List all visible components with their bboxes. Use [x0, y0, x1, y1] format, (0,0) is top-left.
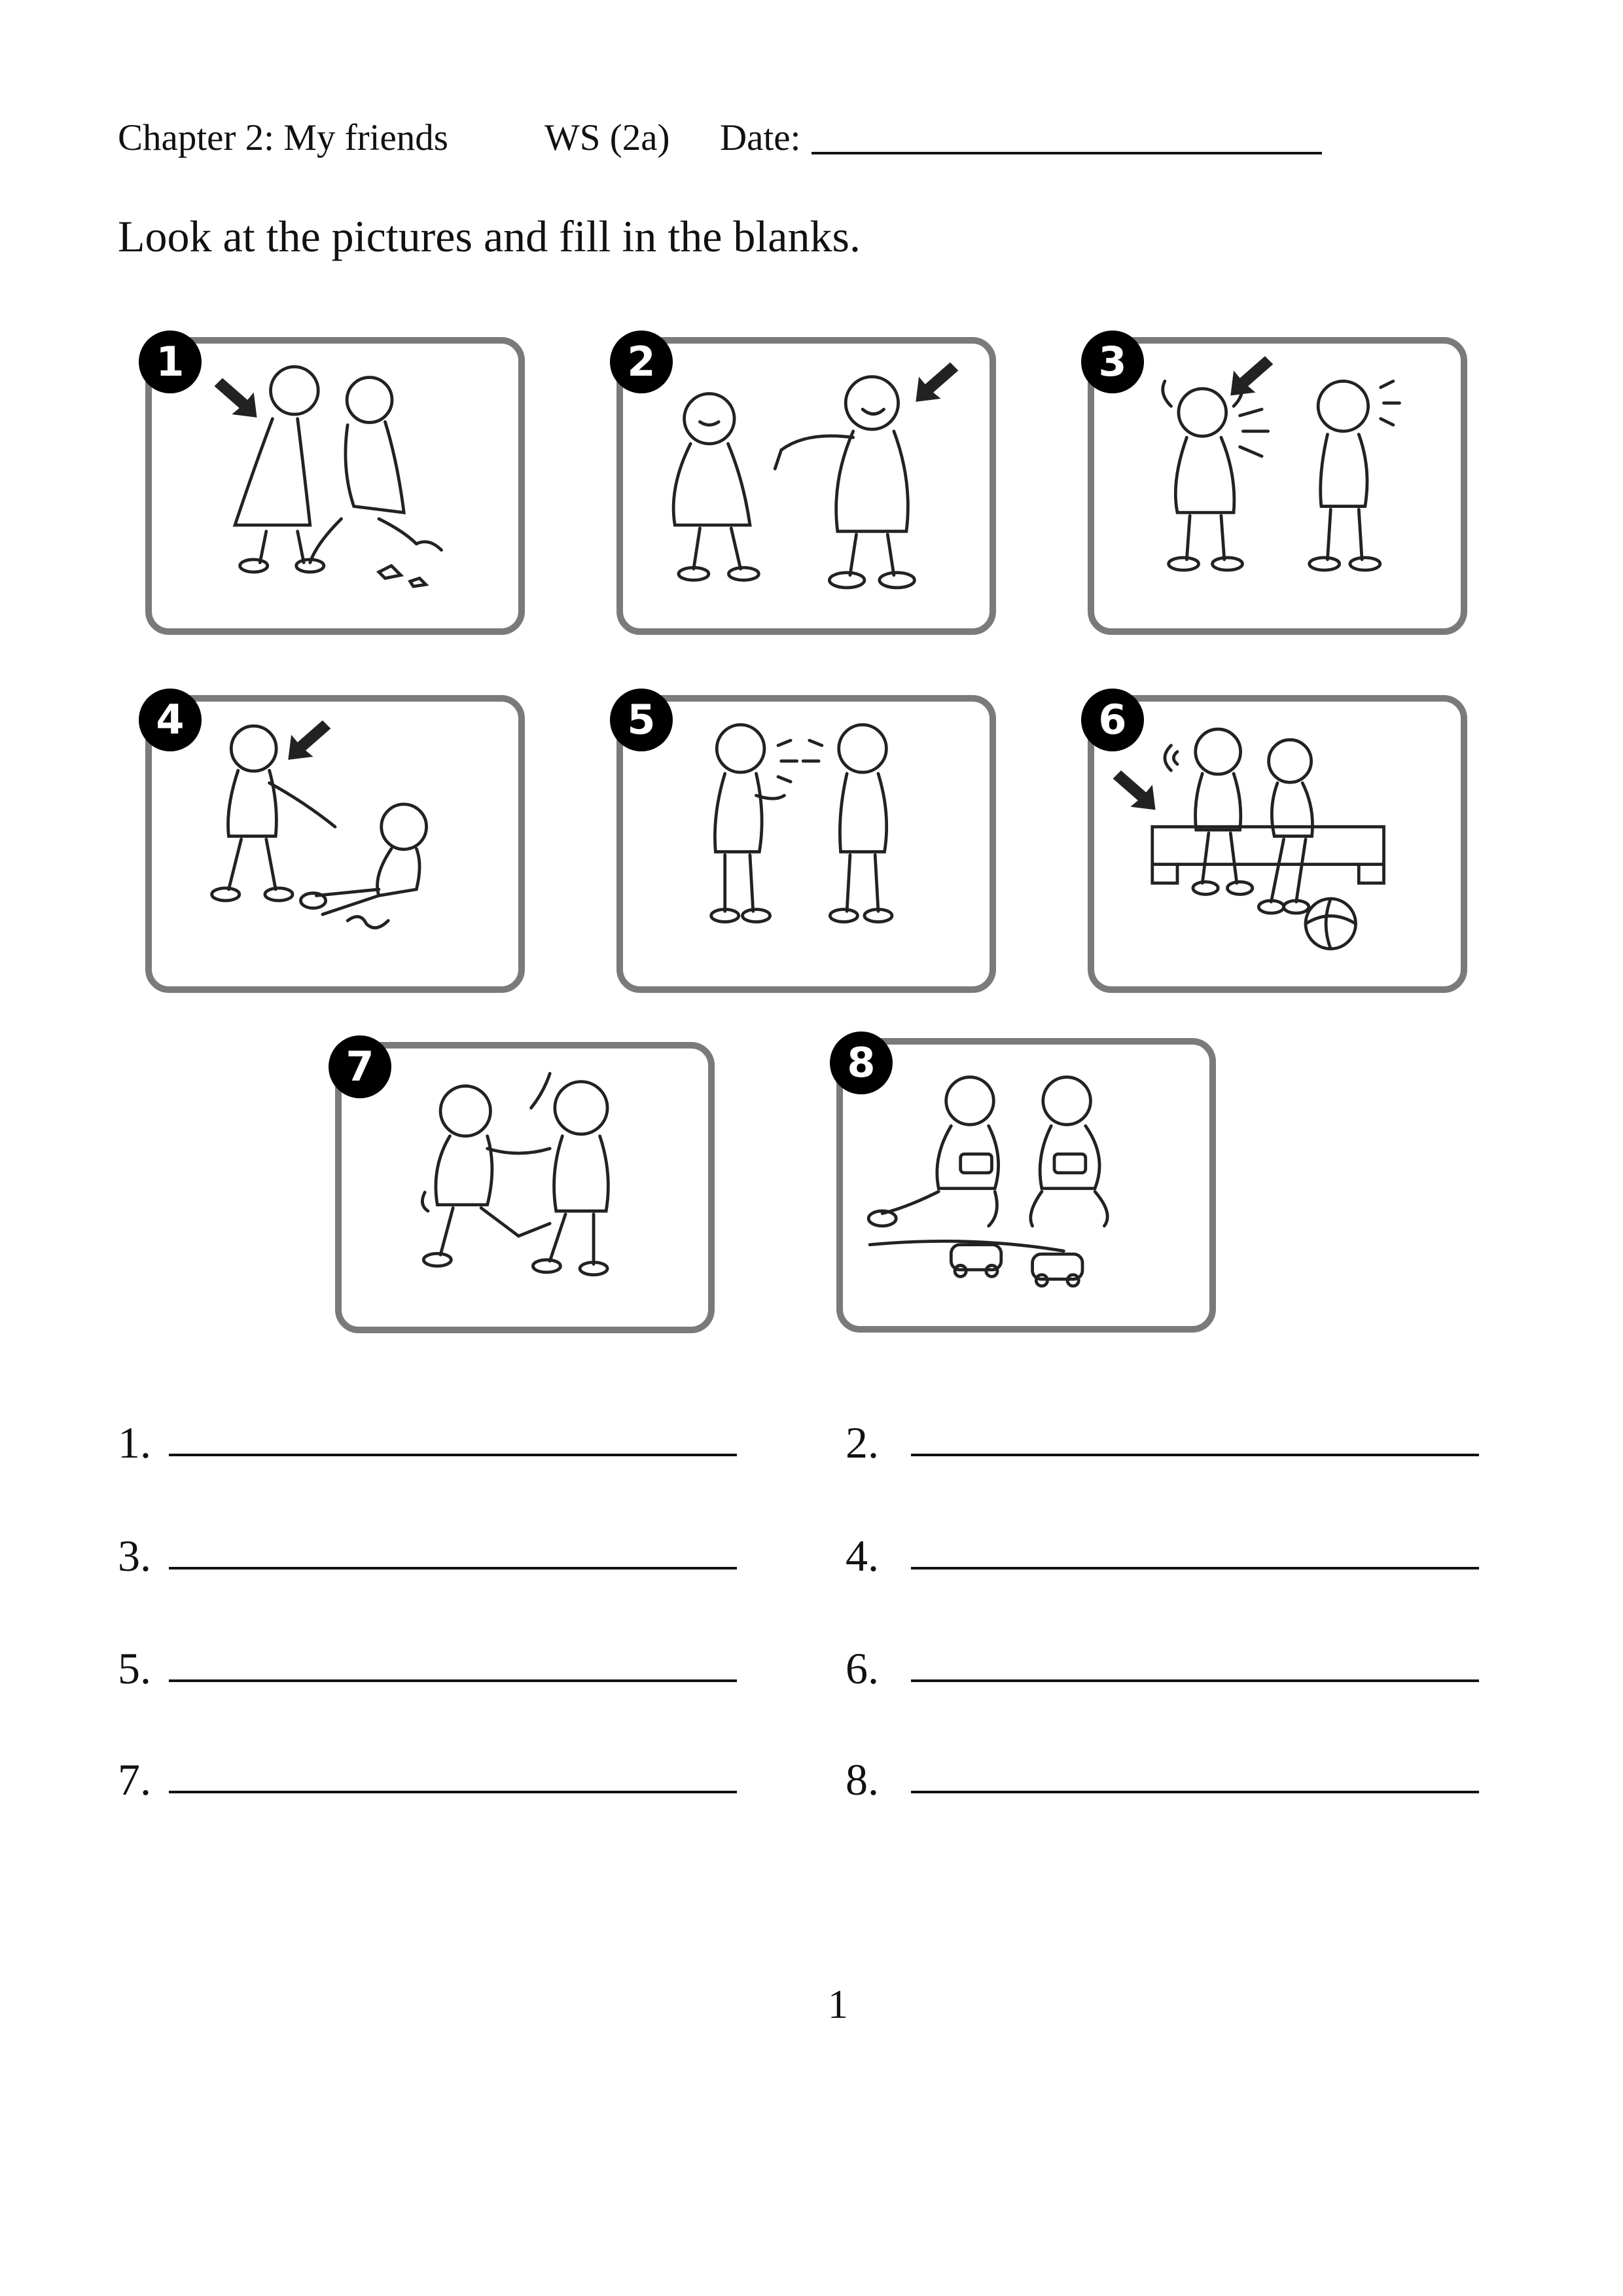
two-boys-fighting-illustration — [342, 1049, 708, 1327]
picture-card-6 — [1088, 695, 1467, 993]
picture-number-badge: 4 — [139, 689, 202, 751]
picture-number-badge: 2 — [610, 331, 673, 393]
picture-number-badge: 5 — [610, 689, 673, 751]
answer-blank[interactable] — [169, 1791, 737, 1793]
picture-card-8 — [836, 1038, 1216, 1333]
answer-label: 8. — [846, 1755, 879, 1804]
answer-blank[interactable] — [169, 1567, 737, 1570]
picture-card-1 — [145, 337, 525, 635]
page-number: 1 — [828, 1982, 848, 2027]
answer-blank[interactable] — [911, 1454, 1479, 1456]
answer-blank[interactable] — [169, 1454, 737, 1456]
answer-label: 5. — [118, 1643, 151, 1693]
picture-number-badge: 8 — [830, 1031, 893, 1094]
worksheet-code: WS (2a) — [544, 117, 670, 158]
answer-label: 4. — [846, 1531, 879, 1581]
picture-number-badge: 1 — [139, 331, 202, 393]
date-blank[interactable] — [812, 113, 1322, 154]
two-boys-talking-illustration — [623, 702, 990, 986]
answer-label: 1. — [118, 1418, 151, 1467]
two-boys-playing-toy-cars-illustration — [843, 1045, 1209, 1326]
picture-card-7 — [335, 1042, 715, 1333]
boy-laughing-at-fallen-boy-illustration — [152, 702, 518, 986]
boy-laughing-at-crying-girl-illustration — [623, 344, 990, 628]
answer-label: 7. — [118, 1755, 151, 1804]
picture-number-badge: 6 — [1081, 689, 1144, 751]
girl-shouting-at-friend-illustration — [1094, 344, 1461, 628]
picture-card-3 — [1088, 337, 1467, 635]
picture-number-badge: 7 — [329, 1035, 391, 1098]
picture-number-badge: 3 — [1081, 331, 1144, 393]
answer-label: 3. — [118, 1531, 151, 1581]
chapter-title: Chapter 2: My friends — [118, 117, 448, 158]
answer-blank[interactable] — [911, 1567, 1479, 1570]
two-children-sitting-on-bench-illustration — [1094, 702, 1461, 986]
friends-helping-fallen-boy-illustration — [152, 344, 518, 628]
picture-card-5 — [616, 695, 996, 993]
answer-blank[interactable] — [169, 1679, 737, 1682]
picture-card-4 — [145, 695, 525, 993]
picture-card-2 — [616, 337, 996, 635]
instruction-text: Look at the pictures and fill in the blanks. — [118, 211, 861, 261]
answer-label: 2. — [846, 1418, 879, 1467]
answer-label: 6. — [846, 1643, 879, 1693]
answer-blank[interactable] — [911, 1679, 1479, 1682]
answer-blank[interactable] — [911, 1791, 1479, 1793]
date-label: Date: — [720, 117, 801, 158]
